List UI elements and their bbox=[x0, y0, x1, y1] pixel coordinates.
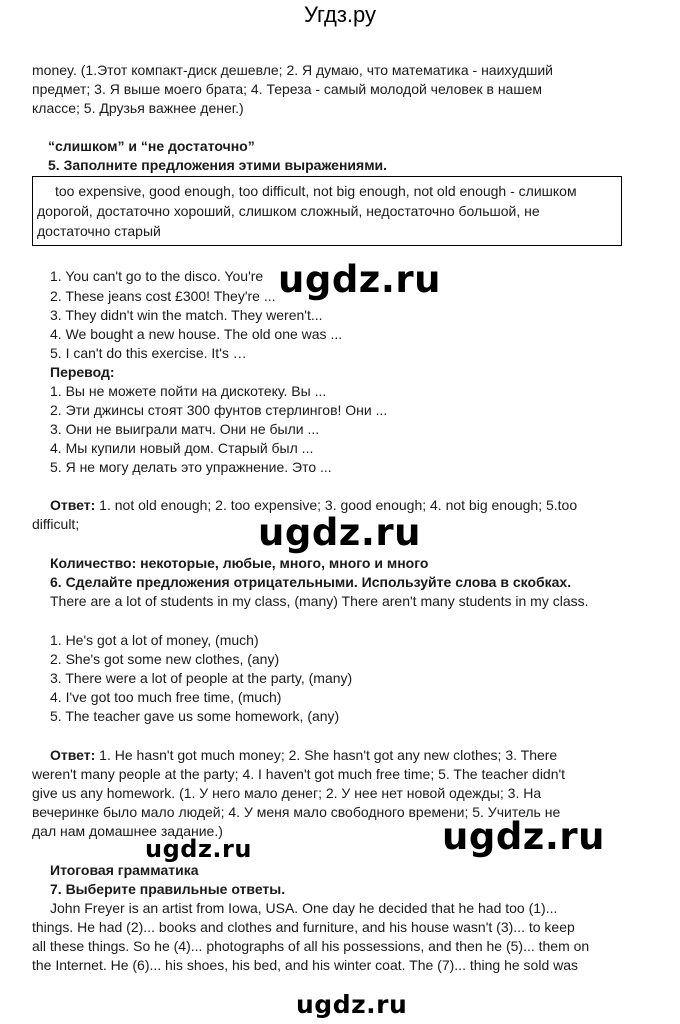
answer-label: Ответ: bbox=[50, 747, 96, 763]
intro-line: классе; 5. Друзья важнее денег.) bbox=[32, 100, 244, 116]
vocabulary-line: too expensive, good enough, too difficult, not big enough, not old enough - слишком bbox=[55, 183, 577, 199]
answer-line: give us any homework. (1. У него мало денег; 2. У нее нет новой одежды; 3. На bbox=[32, 785, 542, 801]
vocabulary-line: достаточно старый bbox=[37, 223, 161, 239]
text-line: the Internet. He (6)... his shoes, his bed, and his winter coat. The (7)... thing he sold was bbox=[32, 957, 579, 973]
text-line: John Freyer is an artist from Iowa, USA. One day he decided that he had too (1)... bbox=[50, 900, 558, 916]
answer-line bbox=[50, 746, 557, 765]
translation-item: 2. Эти джинсы стоят 300 фунтов стерлингов! Они ... bbox=[50, 402, 388, 418]
watermark: ugdz.ru bbox=[145, 835, 252, 863]
text-line: all these things. So he (4)... photographs of all his possessions, and then he (5)... them on bbox=[32, 938, 590, 954]
text-line: things. He had (2)... books and clothes and furniture, and his house wasn't (3)... to keep bbox=[32, 919, 575, 935]
section-heading: Итоговая грамматика bbox=[50, 862, 199, 878]
vocabulary-line: дорогой, достаточно хороший, слишком сложный, недостаточно большой, не bbox=[37, 203, 540, 219]
exercise-item: 3. There were a lot of people at the party, (many) bbox=[50, 670, 353, 686]
exercise-item: 5. I can't do this exercise. It's … bbox=[50, 345, 247, 361]
translation-item: 5. Я не могу делать это упражнение. Это ... bbox=[50, 459, 332, 475]
watermark: ugdz.ru bbox=[442, 815, 605, 858]
section-heading: “слишком” и “не достаточно” bbox=[48, 138, 255, 154]
watermark: ugdz.ru bbox=[296, 990, 408, 1019]
translation-item: 3. Они не выиграли матч. Они не были ... bbox=[50, 421, 320, 437]
answer-line: weren't many people at the party; 4. I haven't got much free time; 5. The teacher didn't bbox=[32, 766, 566, 782]
answer-text: 1. not old enough; 2. too expensive; 3. good enough; 4. not big enough; 5.too bbox=[95, 497, 578, 513]
exercise-item: 3. They didn't win the match. They weren't... bbox=[50, 307, 323, 323]
translation-item: 1. Вы не можете пойти на дискотеку. Вы ... bbox=[50, 383, 327, 399]
task-title: 6. Сделайте предложения отрицательными. Используйте слова в скобках. bbox=[50, 574, 572, 590]
answer-line: difficult; bbox=[32, 516, 80, 532]
exercise-item: 1. You can't go to the disco. You're bbox=[50, 268, 264, 284]
watermark: ugdz.ru bbox=[278, 258, 441, 301]
intro-line: предмет; 3. Я выше моего брата; 4. Тереза - самый молодой человек в нашем bbox=[32, 81, 542, 97]
answer-line: вечеринке было мало людей; 4. У меня мало свободного времени; 5. Учитель не bbox=[32, 804, 561, 820]
exercise-item: 2. She's got some new clothes, (any) bbox=[50, 651, 280, 667]
answer-label: Ответ: bbox=[50, 497, 96, 513]
translation-label: Перевод: bbox=[50, 364, 115, 380]
exercise-item: 1. He's got a lot of money, (much) bbox=[50, 632, 259, 648]
answer-line: дал нам домашнее задание.) bbox=[32, 823, 223, 839]
translation-item: 4. Мы купили новый дом. Старый был ... bbox=[50, 440, 314, 456]
answer-text: 1. He hasn't got much money; 2. She hasn't got any new clothes; 3. There bbox=[95, 747, 558, 763]
watermark: ugdz.ru bbox=[258, 511, 421, 554]
exercise-item: 4. We bought a new house. The old one was ... bbox=[50, 326, 343, 342]
example-sentence: There are a lot of students in my class, (many) There aren't many students in my class. bbox=[50, 593, 589, 609]
task-title: 7. Выберите правильные ответы. bbox=[50, 881, 286, 897]
site-title: Угдз.ру bbox=[303, 2, 377, 27]
exercise-item: 5. The teacher gave us some homework, (any) bbox=[50, 708, 340, 724]
intro-line: money. (1.Этот компакт-диск дешевле; 2. Я думаю, что математика - наихудший bbox=[32, 62, 553, 78]
task-title: 5. Заполните предложения этими выражениями. bbox=[48, 157, 388, 173]
exercise-item: 2. These jeans cost £300! They're ... bbox=[50, 288, 276, 304]
section-heading: Количество: некоторые, любые, много, много и много bbox=[50, 555, 429, 571]
exercise-item: 4. I've got too much free time, (much) bbox=[50, 689, 282, 705]
